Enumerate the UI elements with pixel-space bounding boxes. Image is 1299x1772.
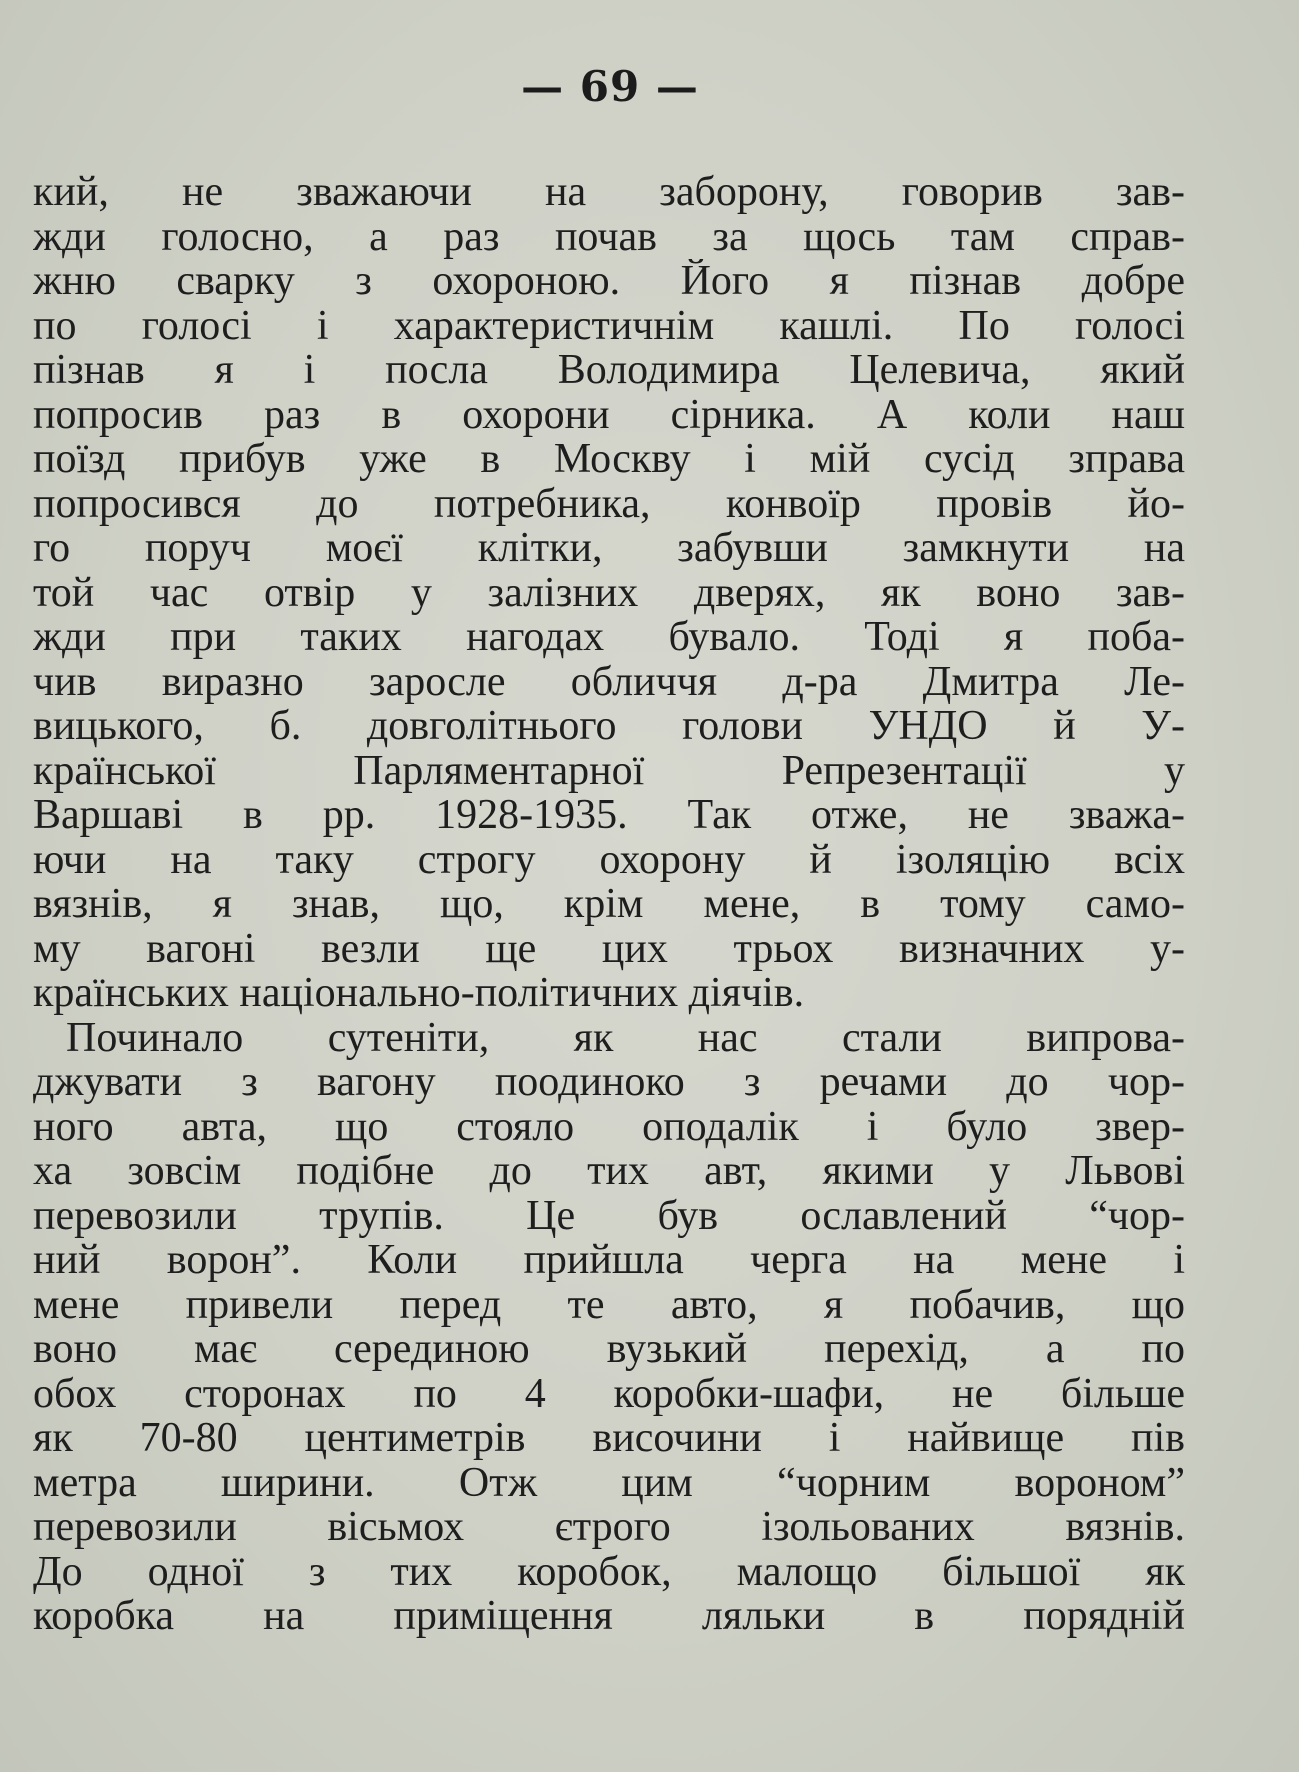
- text-line: країнських національно-політичних діячів.: [33, 971, 805, 1016]
- text-line: країнської Парляментарної Репрезентації у: [33, 748, 1185, 793]
- text-line: метра ширини. Отж цим “чорним вороном”: [33, 1460, 1185, 1505]
- text-line: чив виразно заросле обличчя д-ра Дмитра Ле-: [33, 659, 1185, 704]
- text-line: жню сварку з охороною. Його я пізнав добре: [33, 259, 1185, 304]
- text-line: той час отвір у залізних дверях, як воно зав-: [33, 570, 1185, 615]
- text-line: перевозили трупів. Це був ославлений “чор-: [33, 1193, 1185, 1238]
- text-line: жди при таких нагодах бувало. Тоді я поба-: [33, 615, 1185, 660]
- text-line: Варшаві в рр. 1928-1935. Так отже, не зважа-: [33, 793, 1185, 838]
- text-line: як 70-80 центиметрів височини і найвище пів: [33, 1416, 1185, 1461]
- body-text: [33, 170, 1185, 1639]
- text-line: обох сторонах по 4 коробки-шафи, не більше: [33, 1371, 1185, 1416]
- text-line: ний ворон”. Коли прийшла черга на мене і: [33, 1238, 1185, 1283]
- page-number: — 69 —: [521, 62, 699, 111]
- text-line: перевозили вісьмох єтрого ізольованих вязнів.: [33, 1505, 1185, 1550]
- text-line: До одної з тих коробок, малощо більшої як: [33, 1549, 1185, 1594]
- text-line: жди голосно, а раз почав за щось там справ-: [33, 214, 1185, 259]
- text-line: ючи на таку строгу охорону й ізоляцію всіх: [33, 837, 1185, 882]
- text-line: коробка на приміщення ляльки в порядній: [33, 1594, 1185, 1639]
- text-line: попросив раз в охорони сірника. А коли наш: [33, 392, 1185, 437]
- text-line: поїзд прибув уже в Москву і мій сусід зправа: [33, 437, 1185, 482]
- text-line: му вагоні везли ще цих трьох визначних у-: [33, 926, 1185, 971]
- text-line: пізнав я і посла Володимира Целевича, який: [33, 348, 1185, 393]
- text-line: джувати з вагону поодиноко з речами до чор-: [33, 1060, 1185, 1105]
- text-line: вязнів, я знав, що, крім мене, в тому само-: [33, 882, 1185, 927]
- text-line: по голосі і характеристичнім кашлі. По голосі: [33, 303, 1185, 348]
- text-line: вицького, б. довголітнього голови УНДО й У-: [33, 704, 1185, 749]
- text-line: мене привели перед те авто, я побачив, що: [33, 1282, 1185, 1327]
- text-line: ха зовсім подібне до тих авт, якими у Львові: [33, 1149, 1185, 1194]
- text-line: попросився до потребника, конвоїр провів йо-: [33, 481, 1185, 526]
- text-line: Починало сутеніти, як нас стали випрова-: [66, 1015, 1185, 1060]
- text-line: го поруч моєї клітки, забувши замкнути на: [33, 526, 1185, 571]
- text-line: ного авта, що стояло оподалік і було звер-: [33, 1104, 1185, 1149]
- text-line: воно має серединою вузький перехід, а по: [33, 1327, 1185, 1372]
- text-line: кий, не зважаючи на заборону, говорив зав-: [33, 170, 1185, 215]
